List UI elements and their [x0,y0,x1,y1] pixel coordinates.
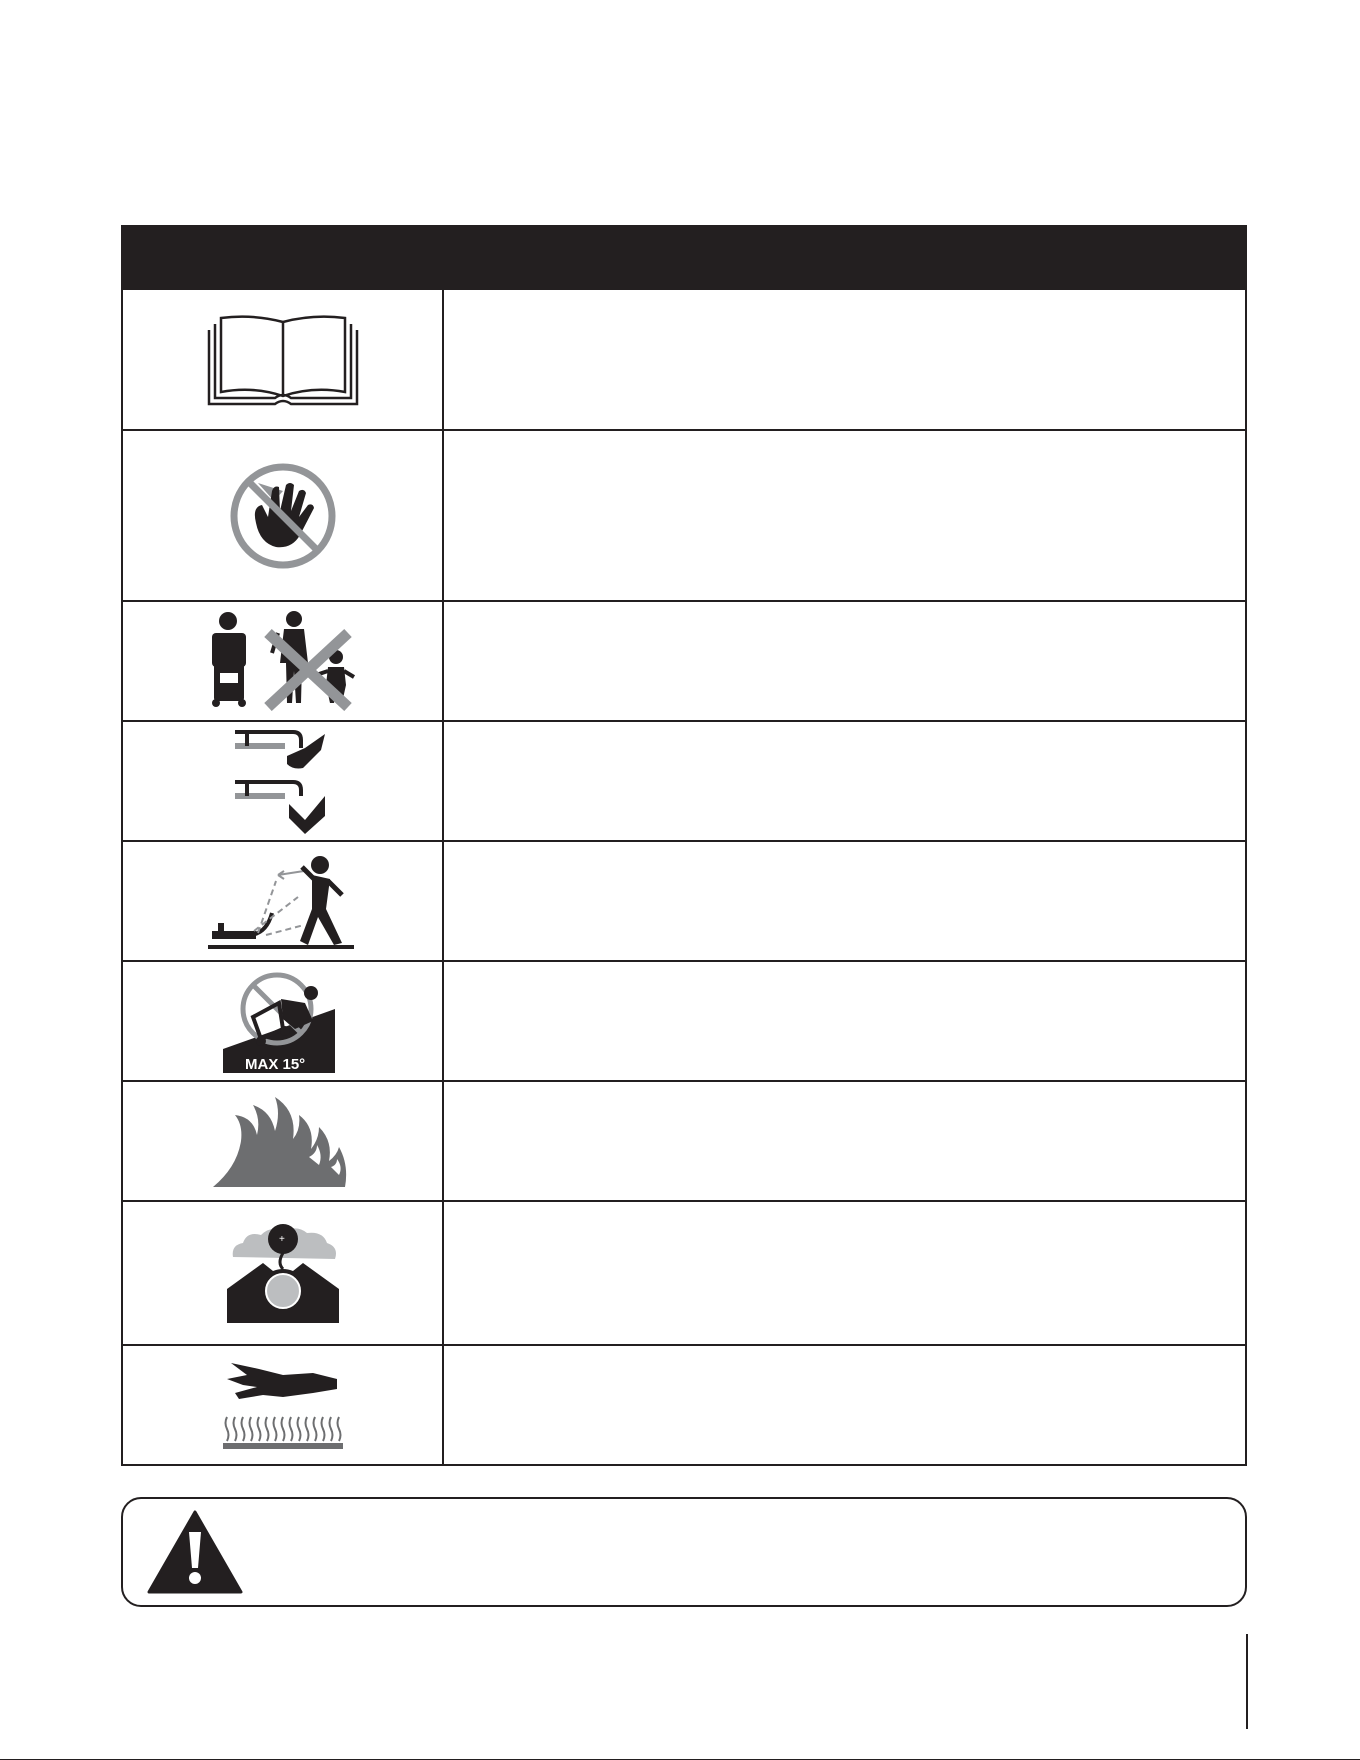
operators-manual-icon [203,312,363,408]
table-row [123,1200,1245,1344]
row-description [444,431,1245,600]
hot-surface-icon [223,1357,343,1453]
warning-box [121,1497,1247,1607]
table-row [123,288,1245,429]
warning-triangle-icon [147,1510,243,1594]
svg-text:+: + [278,1234,285,1245]
row-description [444,1082,1245,1200]
keep-bystanders-away-icon [208,611,358,711]
row-description [444,962,1245,1080]
slope-label: MAX 15° [244,1056,305,1073]
safety-symbols-table [121,225,1247,1466]
row-description [444,1346,1245,1464]
page-number-rule [1246,1634,1248,1729]
carbon-monoxide-fumes-icon [227,1223,339,1323]
row-description [444,722,1245,840]
no-hands-rotating-blade-icon [228,461,338,571]
table-row [123,720,1245,840]
table-row [123,840,1245,960]
table-row [123,600,1245,720]
row-description [444,1202,1245,1344]
table-row [123,960,1245,1080]
thrown-objects-icon [208,851,358,951]
hand-foot-cutting-hazard-icon [233,726,333,836]
row-description [444,290,1245,429]
table-row [123,1080,1245,1200]
table-row [123,1344,1245,1464]
table-header [123,227,1245,288]
slope-max-15-icon [223,969,343,1073]
table-row [123,429,1245,600]
fire-hazard-icon [213,1095,353,1187]
row-description [444,602,1245,720]
row-description [444,842,1245,960]
